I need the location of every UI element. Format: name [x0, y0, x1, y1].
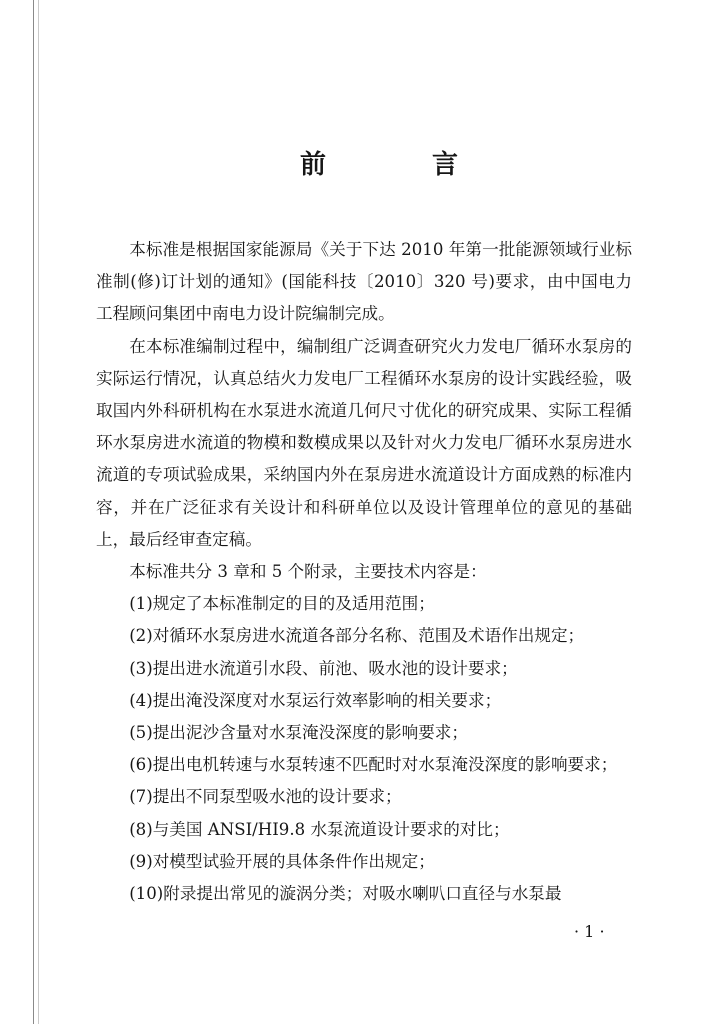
page-number: · 1 ·	[574, 922, 605, 941]
list-item: (8)与美国 ANSI/HI9.8 水泵流道设计要求的对比；	[129, 819, 510, 839]
page-title: 前 言	[300, 150, 499, 180]
list-item: (1)规定了本标准制定的目的及适用范围；	[129, 594, 435, 614]
binding-edge-line	[33, 0, 34, 1024]
list-item: (3)提出进水流道引水段、前池、吸水池的设计要求；	[129, 658, 518, 678]
body-text	[96, 234, 632, 910]
list-item: (4)提出淹没深度对水泵运行效率影响的相关要求；	[129, 690, 502, 710]
list-item: (9)对模型试验开展的具体条件作出规定；	[129, 851, 435, 871]
list-item: (5)提出泥沙含量对水泵淹没深度的影响要求；	[129, 723, 468, 743]
binding-edge-shadow	[38, 0, 39, 1024]
list-item: (2)对循环水泵房进水流道各部分名称、范围及术语作出规定；	[129, 626, 585, 646]
list-item: (7)提出不同泵型吸水池的设计要求；	[129, 787, 402, 807]
paragraph: 本标准是根据国家能源局《关于下达 2010 年第一批能源领域行业标准制(修)订计划的通知》(国能科技〔2010〕320 号)要求，由中国电力工程顾问集团中南电力设计院编制完成。	[96, 240, 632, 324]
paragraph: 在本标准编制过程中，编制组广泛调查研究火力发电厂循环水泵房的实际运行情况，认真总结火力发电厂工程循环水泵房的设计实践经验，吸取国内外科研机构在水泵进水流道几何尺寸优化的研究成果、实际工程循环水泵房进水流道的物模和数模成果以及针对火力发电厂循环水泵房进水流道的专项试验成果，采纳国内外在泵房进水流道设计方面成熟的标准内容，并在广泛征求有关设计和科研单位以及设计管理单位的意见的基础上，最后经审查定稿。	[96, 336, 632, 549]
paragraph: 本标准共分 3 章和 5 个附录，主要技术内容是：	[129, 562, 487, 582]
list-item: (6)提出电机转速与水泵转速不匹配时对水泵淹没深度的影响要求；	[129, 755, 618, 775]
list-item: (10)附录提出常见的漩涡分类；对吸水喇叭口直径与水泵最	[129, 884, 562, 904]
